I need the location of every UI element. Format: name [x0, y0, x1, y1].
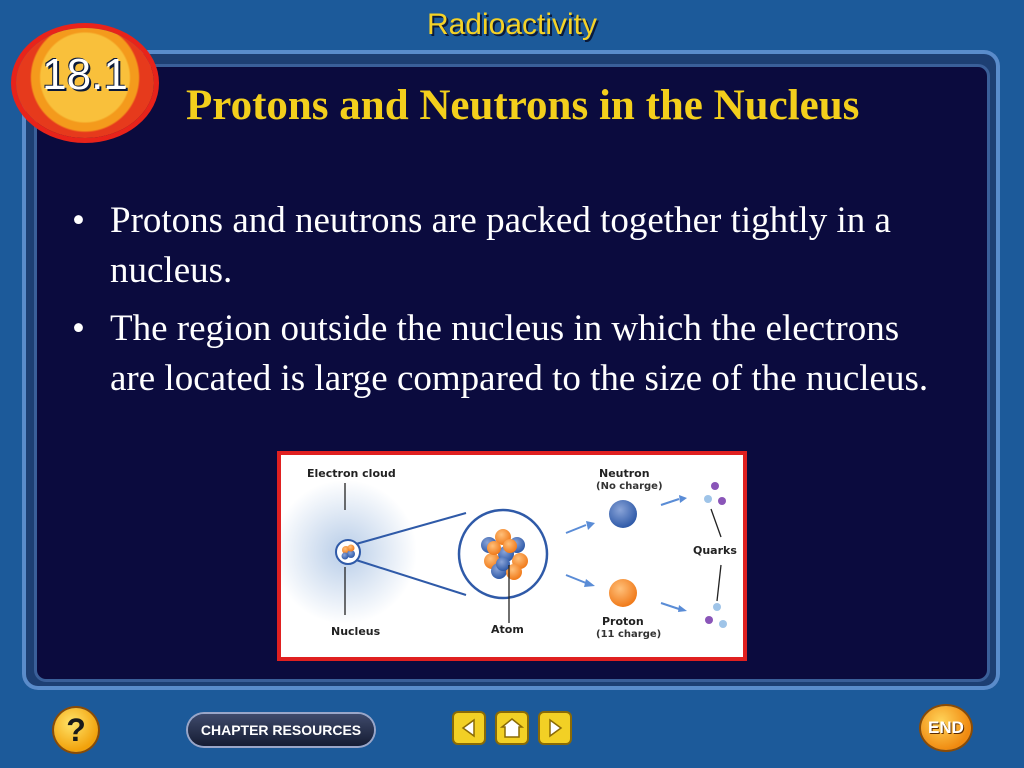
- forward-arrow-icon: [540, 713, 570, 743]
- nucleus-label: Nucleus: [331, 625, 381, 638]
- forward-button[interactable]: [540, 713, 570, 743]
- electron-cloud-label: Electron cloud: [307, 467, 396, 480]
- bullet-item: • Protons and neutrons are packed together tightly in a nucleus.: [72, 200, 891, 291]
- topic-title: Radioactivity: [426, 8, 598, 41]
- home-icon: [497, 713, 527, 743]
- section-number: 18.1: [42, 50, 128, 99]
- quarks-label: Quarks: [693, 544, 737, 557]
- back-arrow-icon: [454, 713, 484, 743]
- neutron-charge-label: (No charge): [596, 481, 663, 492]
- chapter-resources-button[interactable]: CHAPTER RESOURCES: [188, 714, 374, 746]
- slide-title: Protons and Neutrons in the Nucleus: [186, 82, 860, 129]
- proton-charge-label: (11 charge): [596, 629, 662, 640]
- end-button[interactable]: END: [921, 706, 971, 750]
- bullet-list: [70, 196, 930, 412]
- proton-label: Proton: [602, 615, 644, 628]
- back-button[interactable]: [454, 713, 484, 743]
- atom-structure-figure: [277, 451, 747, 661]
- home-button[interactable]: [497, 713, 527, 743]
- neutron-ball: [609, 500, 637, 528]
- section-badge: [16, 28, 154, 138]
- atom-label: Atom: [491, 623, 524, 636]
- help-button[interactable]: ?: [54, 708, 98, 752]
- proton-ball: [609, 579, 637, 607]
- bullet-item: • The region outside the nucleus in which the electrons are located is large compared to the size of the nucleus.: [72, 308, 929, 399]
- neutron-label: Neutron: [599, 467, 650, 480]
